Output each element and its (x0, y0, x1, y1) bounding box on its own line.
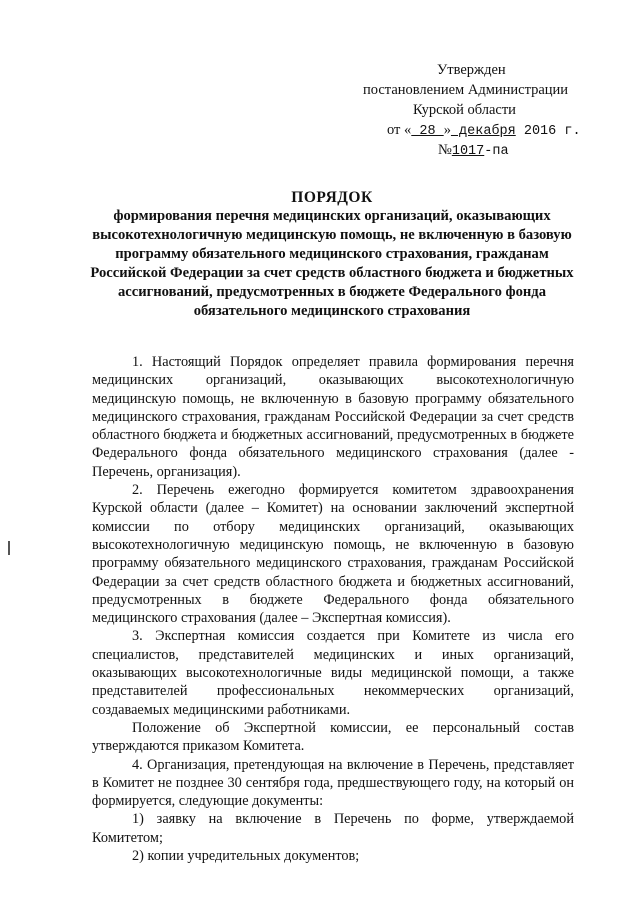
number-suffix: -па (484, 144, 509, 159)
date-year: 2016 г. (515, 124, 581, 139)
date-mid: » (443, 122, 451, 138)
date-day: 28 (411, 124, 444, 139)
document-body (92, 353, 574, 865)
paragraph-3: 3. Экспертная комиссия создается при Комитете из числа его специалистов, представителей медицинских и иных организаций, оказывающих высокотехнологичные виды медицинской помощи, а также представителей профессиональных некоммерческих организаций, создаваемых медицинскими работниками. (92, 628, 574, 718)
number-prefix: № (438, 142, 452, 158)
title-heading: ПОРЯДОК (291, 189, 373, 206)
paragraph-4-item-1: 1) заявку на включение в Перечень по форме, утверждаемой Комитетом; (92, 811, 574, 846)
paragraph-3-note: Положение об Экспертной комиссии, ее персональный состав утверждаются приказом Комитета. (92, 719, 574, 755)
approval-line-resolution: постановлением Администрации (363, 82, 569, 98)
number-value: 1017 (451, 144, 485, 159)
scan-margin-mark (8, 541, 10, 555)
title-subtitle: формирования перечня медицинских организаций, оказывающих высокотехнологичную медицинскую помощь, не включенную в базовую программу обязательного медицинского страхования, гражданам Российской Федерации за счет средств областного бюджета и бюджетных ассигнований, предусмотренных в бюджете Федерального фонда обязательного медицинского страхования (90, 208, 574, 319)
approval-date (387, 122, 581, 140)
paragraph-2: 2. Перечень ежегодно формируется комитетом здравоохранения Курской области (далее – Комитет) на основании заключений экспертной комиссии по отбору медицинских организаций, оказывающих высокотехнологичную медицинскую помощь, не включенную в базовую программу обязательного медицинского страхования, гражданам Российской Федерации за счет средств областного бюджета и бюджетных ассигнований, предусмотренных в бюджете Федерального фонда обязательного медицинского страхования (далее – Экспертная комиссия). (92, 482, 574, 627)
approval-line-region: Курской области (413, 102, 516, 118)
approval-line-approved: Утвержден (437, 62, 506, 78)
date-month: декабря (450, 124, 516, 139)
document-title (88, 188, 576, 321)
approval-number (438, 142, 509, 160)
paragraph-1: 1. Настоящий Порядок определяет правила формирования перечня медицинских организаций, оказывающих высокотехнологичную медицинскую помощь, не включенную в базовую программу обязательного медицинского страхования, гражданам Российской Федерации за счет средств областного бюджета и бюджетных ассигнований, предусмотренных в бюджете Федерального фонда обязательного медицинского страхования (далее - Перечень, организация). (92, 354, 574, 480)
date-prefix: от « (387, 122, 412, 138)
paragraph-4: 4. Организация, претендующая на включение в Перечень, представляет в Комитет не позднее 30 сентября года, предшествующего году, на который он формируется, следующие документы: (92, 756, 574, 810)
paragraph-4-item-2: 2) копии учредительных документов; (132, 848, 360, 865)
